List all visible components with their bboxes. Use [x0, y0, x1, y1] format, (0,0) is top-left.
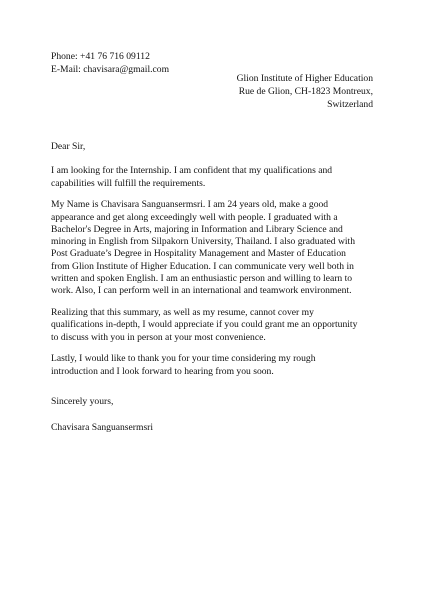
signature-name: Chavisara Sanguansermsri — [51, 422, 154, 434]
salutation: Dear Sir, — [51, 141, 86, 152]
paragraph-line: appearance and get along exceedingly well with people. I graduated with a — [51, 211, 338, 223]
paragraph-line: capabilities will fulfill the requirements. — [51, 177, 206, 189]
letter-body — [51, 141, 381, 435]
paragraph-line: Lastly, I would like to thank you for your time considering my rough — [51, 353, 316, 365]
paragraph-line: introduction and I look forward to hearing from you soon. — [51, 365, 274, 377]
closing: Sincerely yours, — [51, 395, 114, 407]
paragraph-request — [51, 307, 381, 344]
paragraph-line: Realizing that this summary, as well as my resume, cannot cover my — [51, 307, 314, 319]
paragraph-line: to discuss with you in person at your most convenience. — [51, 331, 266, 343]
recipient-line: Switzerland — [327, 98, 373, 110]
paragraph-intro — [51, 165, 381, 190]
recipient-line: Rue de Glion, CH-1823 Montreux, — [238, 85, 373, 97]
paragraph-line: Bachelor's Degree in Arts, majoring in Information and Library Science and — [51, 223, 343, 235]
recipient-line: Glion Institute of Higher Education — [236, 73, 373, 84]
paragraph-thanks — [51, 353, 381, 378]
sender-phone: Phone: +41 76 716 09112 — [51, 51, 150, 62]
paragraph-line: I am looking for the Internship. I am confident that my qualifications and — [51, 165, 333, 177]
paragraph-line: written and spoken English. I am an enthusiastic person and willing to learn to — [51, 273, 353, 285]
paragraph-background — [51, 199, 381, 297]
paragraph-line: work. Also, I can perform well in an international and teamwork environment. — [51, 285, 352, 297]
paragraph-line: My Name is Chavisara Sanguansermsri. I am 24 years old, make a good — [51, 199, 329, 211]
sender-contact-block — [51, 51, 169, 76]
sender-email: E-Mail: chavisara@gmail.com — [51, 63, 170, 75]
paragraph-line: from Glion Institute of Higher Education. I can communicate very well both in — [51, 260, 354, 272]
recipient-address-block — [237, 73, 373, 111]
paragraph-line: qualifications in-depth, I would appreciate if you could grant me an opportunity — [51, 319, 358, 331]
paragraph-line: minoring in English from Silpakorn University, Thailand. I also graduated with — [51, 236, 356, 248]
paragraph-line: Post Graduate’s Degree in Hospitality Management and Master of Education — [51, 248, 346, 260]
